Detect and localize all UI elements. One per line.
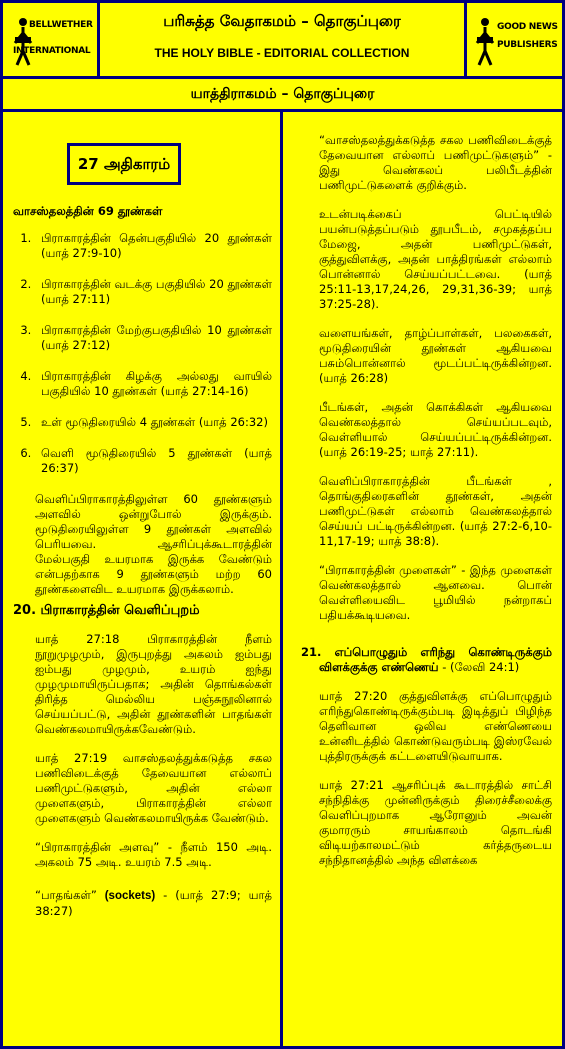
list-item: 5. உள் மூடுதிரையில் 4 தூண்கள் (யாத் 26:32) bbox=[35, 415, 272, 430]
section-21-title: 21. எப்பொழுதும் எரிந்து கொண்டிருக்கும் விளக்குக்கு எண்ணெய் bbox=[301, 645, 552, 674]
verse-27-20: யாத் 27:20 குத்துவிளக்கு எப்பொழுதும் எரிந்துகொண்டிருக்கும்படி இடித்துப் பிழிந்த தெளிவான ஒலிவ எண்ணெயை உன்னிடத்தில் கொண்டுவரும்படி இஸ்ரவேல் புத்திரருக்குக் கட்டளையிடுவாயாக. bbox=[319, 689, 552, 763]
logo-left-panel bbox=[3, 3, 97, 76]
logo-right-line1: GOOD NEWS bbox=[497, 22, 558, 32]
right-content bbox=[293, 133, 552, 882]
section-pillars-heading: வாசஸ்தலத்தின் 69 தூண்கள் bbox=[13, 204, 163, 218]
header-title-tamil: பரிசுத்த வேதாகமம் – தொகுப்புரை bbox=[163, 12, 401, 30]
sockets-text-c: - (யாத் 27:9; யாத் 38:27) bbox=[35, 888, 272, 918]
utensils-paragraph: “வாசஸ்தலத்துக்கடுத்த சகல பணிவிடைக்குத் தேவையான எல்லாப் பணிமுட்டுகளும்” - இது வெண்கலப் பலிபீடத்தின் பணிமுட்டுகளைக் குறிக்கும். bbox=[319, 133, 552, 192]
verse-27-21: யாத் 27:21 ஆசரிப்புக் கூடாரத்தில் சாட்சி சந்நிதிக்கு முன்னிருக்கும் திரைச்சீலைக்கு வெளிப்புறமாக ஆரோனும் அவன் குமாரரும் சாயங்காலம் தொடங்கி விடியற்காலமட்டும் கர்த்தருடைய சந்நிதானத்தில் அந்த விளக்கை bbox=[319, 778, 552, 867]
section-21-ref: - (லேவி 24:1) bbox=[438, 660, 520, 674]
list-item: 6. வெளி மூடுதிரையில் 5 தூண்கள் (யாத் 26:37) bbox=[35, 446, 272, 476]
list-item: 4. பிராகாரத்தின் கிழக்கு அல்லது வாயில் பகுதியில் 10 தூண்கள் (யாத் 27:14-16) bbox=[35, 369, 272, 399]
sockets-text-a: “பாதங்கள்” bbox=[35, 888, 105, 902]
good-news-logo bbox=[471, 11, 558, 68]
verse-27-19: யாத் 27:19 வாசஸ்தலத்துக்கடுத்த சகல பணிவிடைக்குத் தேவையான எல்லாப் பணிமுட்டுகளும், அதின் எல்லா முளைகளும், பிராகாரத்தின் எல்லா முளைகளும் வெண்கலமாயிருக்க வேண்டும். bbox=[35, 751, 272, 825]
list-item: 2. பிராகாரத்தின் வடக்கு பகுதியில் 20 தூண்கள் (யாத் 27:11) bbox=[35, 277, 272, 307]
logo-right-panel bbox=[467, 3, 562, 76]
sockets-paragraph bbox=[13, 888, 272, 919]
overlay-paragraph: வளையங்கள், தாழ்ப்பாள்கள், பலகைகள், மூடுதிரையின் தூண்கள் ஆகியவை பசும்பொன்னால் மூடப்பட்டிருக்கின்றன. (யாத் 26:28) bbox=[319, 326, 552, 385]
header-title-english: THE HOLY BIBLE - EDITORIAL COLLECTION bbox=[154, 46, 410, 60]
gold-items-paragraph: உடன்படிக்கைப் பெட்டியில் பயன்படுத்தப்படும் தூபபீடம், சமுகத்தப்ப மேஜை, அதன் பணிமுட்டுகள், குத்துவிளக்கு, அதன் பாத்திரங்கள் எல்லாம் பொன்னால் செய்யப்பட்டவை. (யாத் 25:11-13,17,24,26, 29,31,36-39; யாத் 37:25-28). bbox=[319, 207, 552, 311]
pegs-paragraph: “பிராகாரத்தின் முளைகள்” - இந்த முளைகள் வெண்கலத்தால் ஆனவை. பொன் வெள்ளியைவிட பூமியில் நன்றாகப் பதியக்கூடியவை. bbox=[319, 563, 552, 622]
list-item: 1. பிராகாரத்தின் தென்பகுதியில் 20 தூண்கள் (யாத் 27:9-10) bbox=[35, 231, 272, 261]
subheader-title: யாத்திராகமம் – தொகுப்புரை bbox=[190, 86, 375, 102]
section-20-heading: 20. பிராகாரத்தின் வெளிப்புறம் bbox=[13, 603, 200, 618]
logo-right-line2: PUBLISHERS bbox=[497, 40, 558, 50]
verse-27-18: யாத் 27:18 பிராகாரத்தின் நீளம் நூறுமுழமும், இருபுறத்து அகலம் ஐம்பது ஐம்பது முழமும், உயரம் ஐந்து முழமுமாயிருப்பதாக; அதின் தொங்கல்கள் திரித்த மெல்லிய பஞ்சுநூலினால் செய்யப்பட்டு, அதின் தூண்களின் பாதங்கள் வெண்கலமாயிருக்கவேண்டும். bbox=[35, 632, 272, 736]
pillars-list bbox=[13, 231, 272, 476]
bellwether-logo bbox=[7, 11, 93, 68]
section-21-heading bbox=[293, 645, 552, 675]
sockets-silver-paragraph: பீடங்கள், அதன் கொக்கிகள் ஆகியவை வெண்கலத்தால் செய்யப்படவும், வெள்ளியால் செய்யப்பட்டிருக்கின்றன. (யாத் 26:19-25; யாத் 27:11). bbox=[319, 400, 552, 459]
logo-left-line1: BELLWETHER bbox=[29, 20, 93, 30]
header-title-panel bbox=[100, 3, 464, 76]
sockets-english: (sockets) bbox=[104, 890, 156, 902]
list-item: 3. பிராகாரத்தின் மேற்குபகுதியில் 10 தூண்கள் (யாத் 27:12) bbox=[35, 323, 272, 353]
court-size-paragraph: “பிராகாரத்தின் அளவு” - நீளம் 150 அடி. அகலம் 75 அடி. உயரம் 7.5 அடி. bbox=[35, 840, 272, 869]
left-column bbox=[3, 112, 280, 1046]
bronze-paragraph: வெளிப்பிராகாரத்தின் பீடங்கள் , தொங்குதிரைகளின் தூண்கள், அதன் பணிமுட்டுகள் எல்லாம் வெண்கலத்தால் செய்யப் பட்டிருக்கின்றன. (யாத் 27:2-6,10-11,17-19; யாத் 38:8). bbox=[319, 474, 552, 548]
chapter-label: 27 அதிகாரம் bbox=[67, 143, 181, 185]
logo-left-line2: INTERNATIONAL bbox=[13, 46, 91, 56]
left-content bbox=[13, 204, 272, 933]
right-column bbox=[283, 112, 562, 1046]
book-man-icon bbox=[475, 17, 495, 67]
pillars-paragraph: வெளிப்பிராகாரத்திலுள்ள 60 தூண்களும் அளவில் ஒன்றுபோல் இருக்கும். மூடுதிரையிலுள்ள 9 தூண்கள் அளவில் பெரியவை. ஆசரிப்புக்கூடாரத்தின் மேல்பகுதி உயரமாக இருக்க வேண்டும் என்பதற்காக 9 தூண்களும் மற்ற 60 தூண்களைவிட உயரமாக இருக்கலாம். bbox=[35, 492, 272, 596]
subheader-panel bbox=[3, 79, 562, 109]
